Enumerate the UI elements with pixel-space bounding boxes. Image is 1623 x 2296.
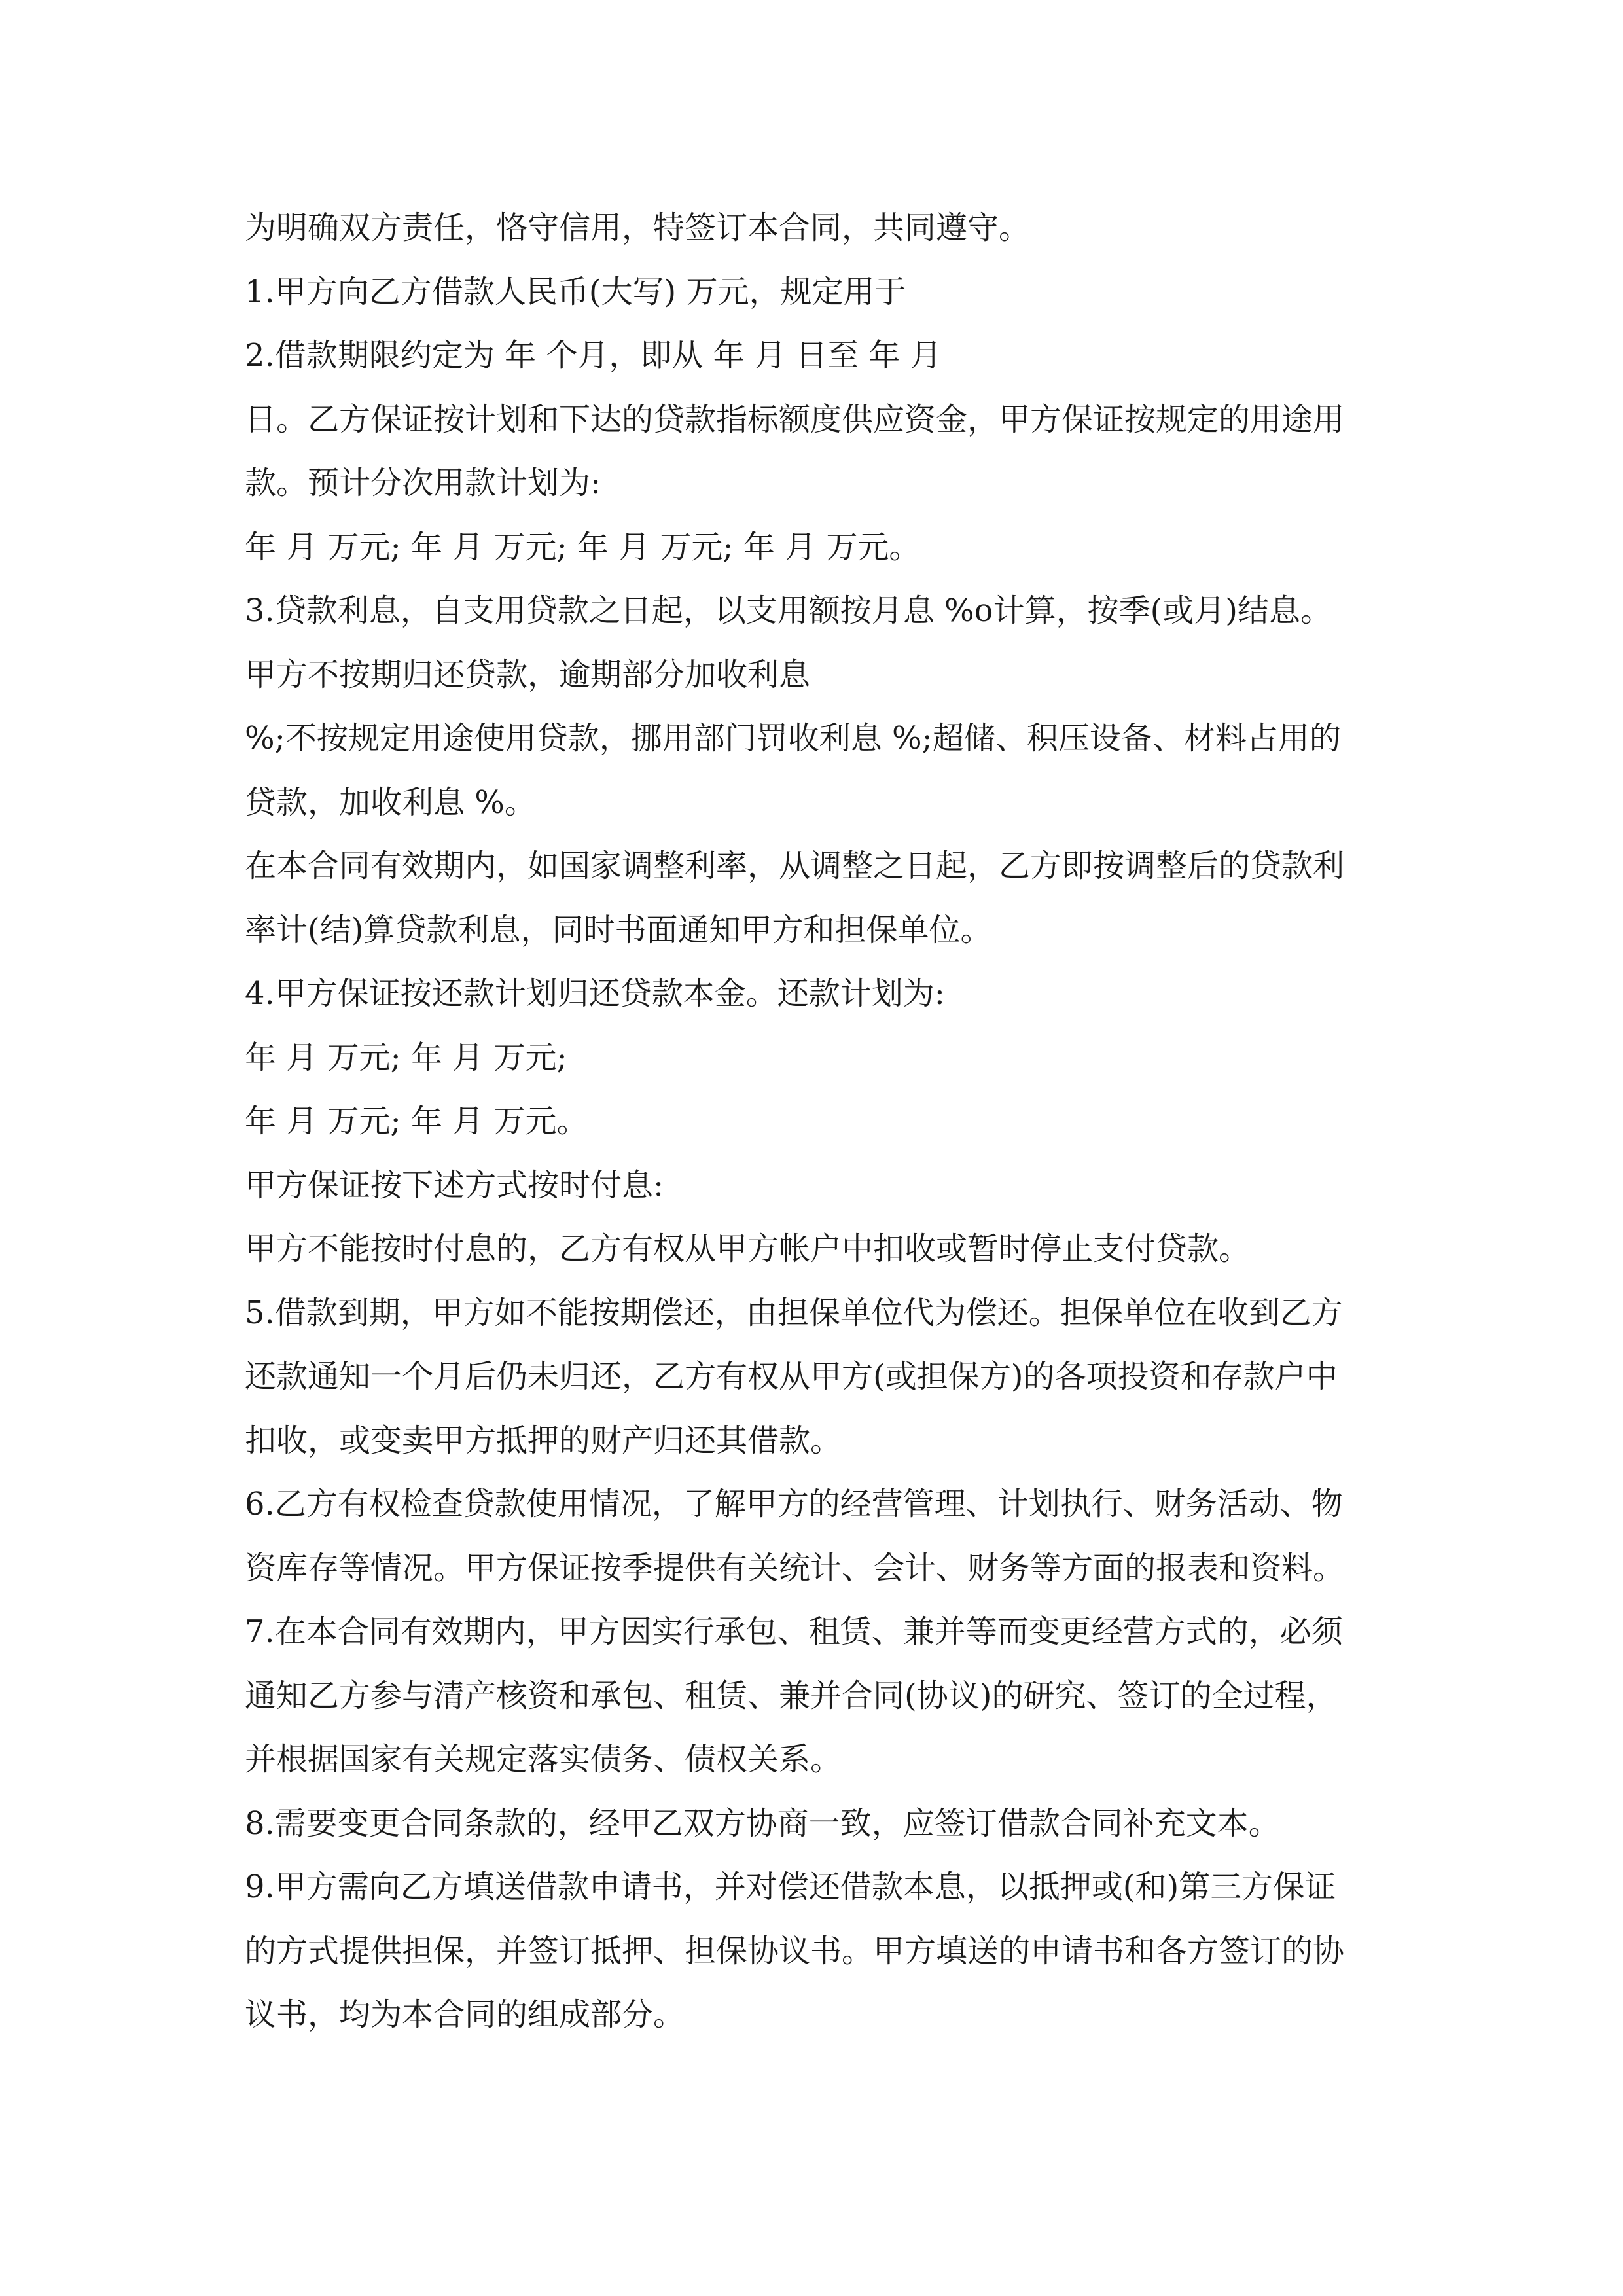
text-line: 通知乙方参与清产核资和承包、租赁、兼并合同(协议)的研究、签订的全过程， — [245, 1677, 1338, 1714]
text-line: 甲方不按期归还贷款，逾期部分加收利息 — [245, 656, 811, 693]
text-line: 7.在本合同有效期内，甲方因实行承包、租赁、兼并等而变更经营方式的，必须 — [245, 1613, 1343, 1650]
text-line: 还款通知一个月后仍未归还，乙方有权从甲方(或担保方)的各项投资和存款户中 — [245, 1358, 1338, 1395]
text-line: 9.甲方需向乙方填送借款申请书，并对偿还借款本息，以抵押或(和)第三方保证 — [245, 1869, 1336, 1905]
text-line: 5.借款到期，甲方如不能按期偿还，由担保单位代为偿还。担保单位在收到乙方 — [245, 1294, 1343, 1331]
text-line: 贷款，加收利息 %。 — [245, 783, 536, 821]
text-line: 日。乙方保证按计划和下达的贷款指标额度供应资金，甲方保证按规定的用途用 — [245, 401, 1345, 438]
text-line: 款。预计分次用款计划为: — [245, 465, 601, 501]
text-line: 并根据国家有关规定落实债务、债权关系。 — [245, 1741, 842, 1778]
text-line: 甲方保证按下述方式按时付息: — [245, 1166, 664, 1204]
text-line: 年 月 万元; 年 月 万元; — [245, 1039, 567, 1076]
text-line: 6.乙方有权检查贷款使用情况，了解甲方的经营管理、计划执行、财务活动、物 — [245, 1486, 1343, 1522]
text-line: 3.贷款利息，自支用贷款之日起，以支用额按月息 %o计算，按季(或月)结息。 — [245, 592, 1332, 629]
text-line: 在本合同有效期内，如国家调整利率，从调整之日起，乙方即按调整后的贷款利 — [245, 848, 1345, 884]
text-line: 8.需要变更合同条款的，经甲乙双方协商一致，应签订借款合同补充文本。 — [245, 1804, 1280, 1842]
text-line: 议书，均为本合同的组成部分。 — [245, 1996, 685, 2033]
text-line: %;不按规定用途使用贷款，挪用部门罚收利息 %;超储、积压设备、材料占用的 — [245, 720, 1341, 757]
text-line: 率计(结)算贷款利息，同时书面通知甲方和担保单位。 — [245, 911, 992, 948]
text-line: 的方式提供担保，并签订抵押、担保协议书。甲方填送的申请书和各方签订的协 — [245, 1932, 1345, 1969]
text-line: 1.甲方向乙方借款人民币(大写) 万元，规定用于 — [245, 273, 906, 310]
text-line: 年 月 万元; 年 月 万元。 — [245, 1103, 588, 1139]
text-line: 4.甲方保证按还款计划归还贷款本金。还款计划为: — [245, 975, 945, 1012]
text-line: 扣收，或变卖甲方抵押的财产归还其借款。 — [245, 1422, 842, 1459]
text-line: 为明确双方责任，恪守信用，特签订本合同，共同遵守。 — [245, 209, 1031, 246]
text-line: 甲方不能按时付息的，乙方有权从甲方帐户中扣收或暂时停止支付贷款。 — [245, 1230, 1251, 1267]
text-line: 资库存等情况。甲方保证按季提供有关统计、会计、财务等方面的报表和资料。 — [245, 1549, 1345, 1587]
text-line: 2.借款期限约定为 年 个月，即从 年 月 日至 年 月 — [245, 337, 942, 374]
text-line: 年 月 万元; 年 月 万元; 年 月 万元; 年 月 万元。 — [245, 528, 921, 565]
contract-body — [245, 196, 1397, 2047]
